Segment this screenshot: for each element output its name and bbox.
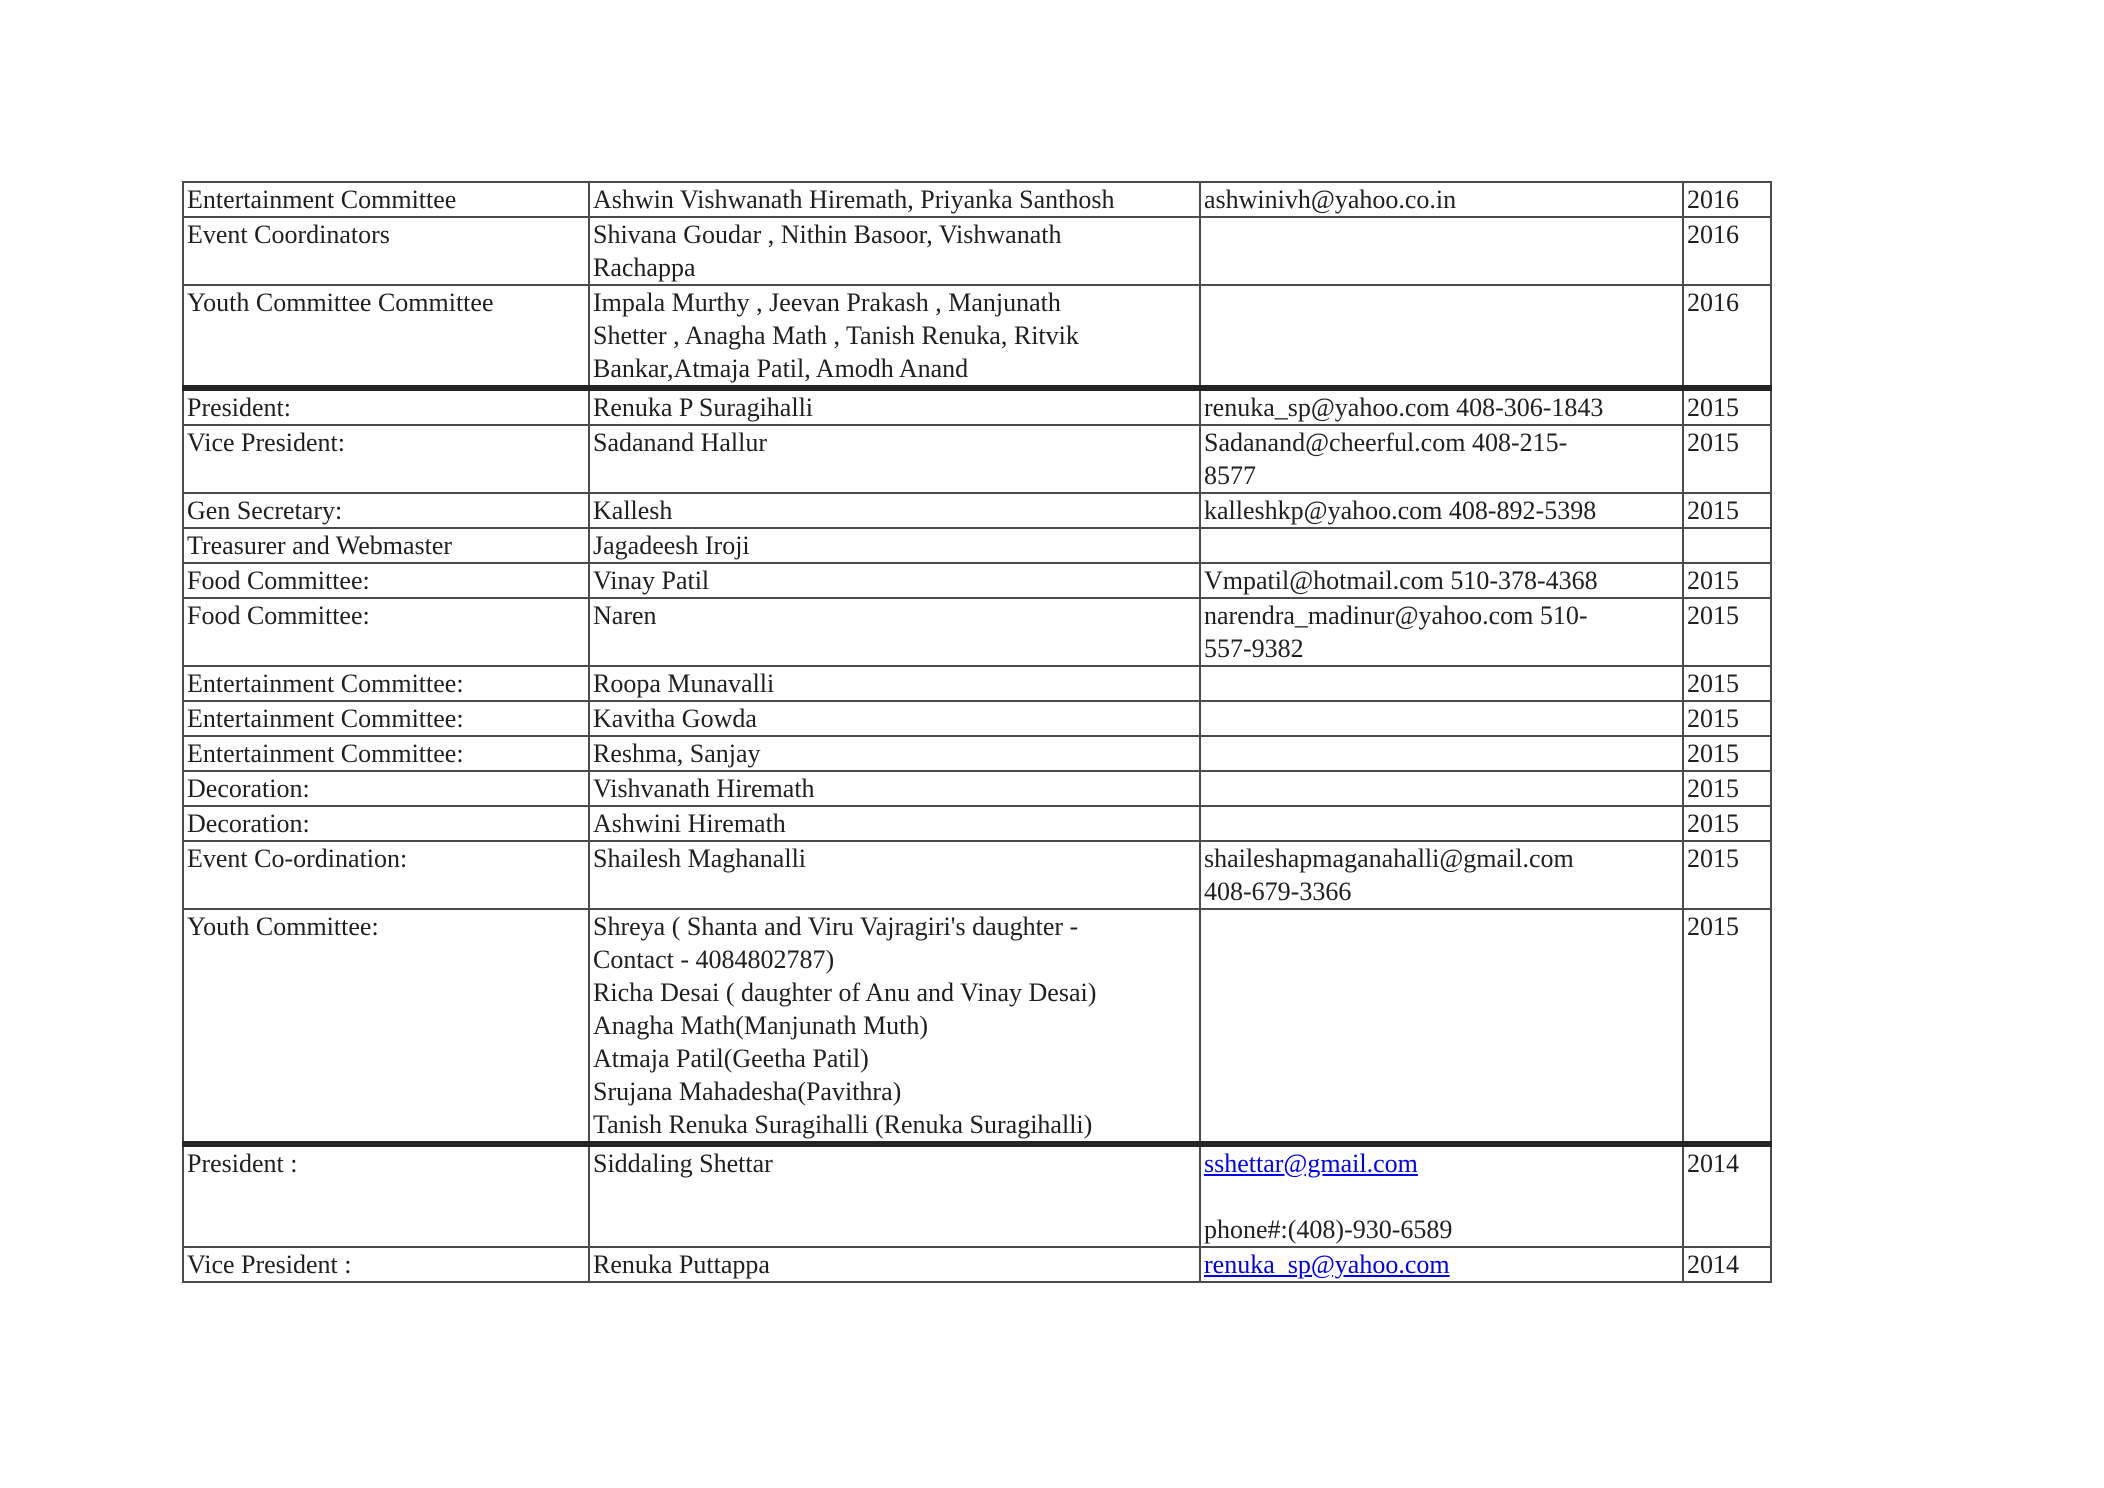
member-line: Vishvanath Hiremath xyxy=(593,774,815,803)
contact-cell xyxy=(1200,1144,1683,1247)
year-cell: 2015 xyxy=(1683,771,1771,806)
members-cell xyxy=(589,736,1200,771)
contact-cell xyxy=(1200,598,1683,666)
member-line: Kavitha Gowda xyxy=(593,704,757,733)
table-row xyxy=(183,909,1771,1144)
year-cell: 2016 xyxy=(1683,285,1771,388)
role-cell: Youth Committee Committee xyxy=(183,285,589,388)
role-cell: Treasurer and Webmaster xyxy=(183,528,589,563)
year-cell: 2015 xyxy=(1683,909,1771,1144)
members-cell xyxy=(589,1144,1200,1247)
table-row xyxy=(183,771,1771,806)
member-line: Kallesh xyxy=(593,496,673,525)
contact-cell xyxy=(1200,1247,1683,1282)
member-line: Rachappa xyxy=(593,253,696,282)
members-cell xyxy=(589,666,1200,701)
email-link[interactable]: renuka_sp@yahoo.com xyxy=(1204,1250,1450,1279)
members-cell xyxy=(589,388,1200,425)
contact-line: Vmpatil@hotmail.com 510-378-4368 xyxy=(1204,566,1598,595)
role-cell: Entertainment Committee: xyxy=(183,736,589,771)
member-line: Shailesh Maghanalli xyxy=(593,844,807,873)
roster-table xyxy=(182,181,1772,1283)
table-row xyxy=(183,1144,1771,1247)
contact-cell xyxy=(1200,701,1683,736)
table-row xyxy=(183,528,1771,563)
member-line: Anagha Math(Manjunath Muth) xyxy=(593,1011,929,1040)
role-cell: Food Committee: xyxy=(183,598,589,666)
contact-line: kalleshkp@yahoo.com 408-892-5398 xyxy=(1204,496,1597,525)
year-cell: 2016 xyxy=(1683,182,1771,217)
contact-cell xyxy=(1200,666,1683,701)
role-cell: Vice President: xyxy=(183,425,589,493)
member-line: Reshma, Sanjay xyxy=(593,739,761,768)
year-cell: 2015 xyxy=(1683,598,1771,666)
members-cell xyxy=(589,528,1200,563)
table-row xyxy=(183,598,1771,666)
table-row xyxy=(183,388,1771,425)
year-cell: 2015 xyxy=(1683,666,1771,701)
members-cell xyxy=(589,217,1200,285)
member-line: Impala Murthy , Jeevan Prakash , Manjunath xyxy=(593,288,1061,317)
member-line: Roopa Munavalli xyxy=(593,669,775,698)
contact-cell xyxy=(1200,736,1683,771)
contact-cell xyxy=(1200,493,1683,528)
table-row xyxy=(183,493,1771,528)
year-cell xyxy=(1683,528,1771,563)
year-cell: 2015 xyxy=(1683,563,1771,598)
role-cell: Event Coordinators xyxy=(183,217,589,285)
role-cell: Food Committee: xyxy=(183,563,589,598)
contact-cell xyxy=(1200,388,1683,425)
table-row xyxy=(183,736,1771,771)
members-cell xyxy=(589,425,1200,493)
contact-line xyxy=(1204,1180,1680,1213)
member-line: Naren xyxy=(593,601,657,630)
contact-line: phone#:(408)-930-6589 xyxy=(1204,1215,1453,1244)
contact-line: renuka_sp@yahoo.com 408-306-1843 xyxy=(1204,393,1604,422)
year-cell: 2015 xyxy=(1683,701,1771,736)
members-cell xyxy=(589,841,1200,909)
members-cell xyxy=(589,563,1200,598)
contact-cell xyxy=(1200,425,1683,493)
members-cell xyxy=(589,182,1200,217)
contact-cell xyxy=(1200,182,1683,217)
contact-line xyxy=(1204,1248,1680,1281)
role-cell: Youth Committee: xyxy=(183,909,589,1144)
contact-cell xyxy=(1200,528,1683,563)
table-row xyxy=(183,285,1771,388)
members-cell xyxy=(589,701,1200,736)
role-cell: Event Co-ordination: xyxy=(183,841,589,909)
contact-line: narendra_madinur@yahoo.com 510- xyxy=(1204,601,1588,630)
member-line: Bankar,Atmaja Patil, Amodh Anand xyxy=(593,354,969,383)
member-line: Tanish Renuka Suragihalli (Renuka Suragihalli) xyxy=(593,1110,1093,1139)
table-row xyxy=(183,701,1771,736)
table-row xyxy=(183,1247,1771,1282)
table-row xyxy=(183,563,1771,598)
table-row xyxy=(183,666,1771,701)
roster-table-body xyxy=(183,182,1771,1282)
member-line: Renuka Puttappa xyxy=(593,1250,770,1279)
contact-line: Sadanand@cheerful.com 408-215- xyxy=(1204,428,1568,457)
year-cell: 2015 xyxy=(1683,493,1771,528)
members-cell xyxy=(589,806,1200,841)
contact-line: 8577 xyxy=(1204,461,1256,490)
member-line: Shreya ( Shanta and Viru Vajragiri's daughter - xyxy=(593,912,1079,941)
role-cell: Decoration: xyxy=(183,771,589,806)
role-cell: President: xyxy=(183,388,589,425)
table-row xyxy=(183,217,1771,285)
members-cell xyxy=(589,1247,1200,1282)
role-cell: Entertainment Committee xyxy=(183,182,589,217)
contact-cell xyxy=(1200,285,1683,388)
members-cell xyxy=(589,909,1200,1144)
members-cell xyxy=(589,285,1200,388)
member-line: Jagadeesh Iroji xyxy=(593,531,750,560)
member-line: Ashwin Vishwanath Hiremath, Priyanka Santhosh xyxy=(593,185,1115,214)
contact-line: ashwinivh@yahoo.co.in xyxy=(1204,185,1457,214)
contact-line: shaileshapmaganahalli@gmail.com xyxy=(1204,844,1574,873)
year-cell: 2015 xyxy=(1683,388,1771,425)
contact-cell xyxy=(1200,563,1683,598)
table-row xyxy=(183,182,1771,217)
email-link[interactable]: sshettar@gmail.com xyxy=(1204,1149,1418,1178)
role-cell: President : xyxy=(183,1144,589,1247)
year-cell: 2014 xyxy=(1683,1247,1771,1282)
role-cell: Vice President : xyxy=(183,1247,589,1282)
members-cell xyxy=(589,771,1200,806)
member-line: Vinay Patil xyxy=(593,566,710,595)
table-row xyxy=(183,841,1771,909)
role-cell: Entertainment Committee: xyxy=(183,666,589,701)
member-line: Renuka P Suragihalli xyxy=(593,393,814,422)
contact-line: 557-9382 xyxy=(1204,634,1304,663)
member-line: Richa Desai ( daughter of Anu and Vinay Desai) xyxy=(593,978,1097,1007)
year-cell: 2016 xyxy=(1683,217,1771,285)
contact-line: 408-679-3366 xyxy=(1204,877,1352,906)
year-cell: 2015 xyxy=(1683,736,1771,771)
members-cell xyxy=(589,598,1200,666)
year-cell: 2015 xyxy=(1683,841,1771,909)
table-row xyxy=(183,806,1771,841)
member-line: Sadanand Hallur xyxy=(593,428,768,457)
contact-cell xyxy=(1200,771,1683,806)
member-line: Ashwini Hiremath xyxy=(593,809,786,838)
role-cell: Entertainment Committee: xyxy=(183,701,589,736)
table-row xyxy=(183,425,1771,493)
contact-cell xyxy=(1200,909,1683,1144)
contact-cell xyxy=(1200,806,1683,841)
contact-cell xyxy=(1200,841,1683,909)
member-line: Shetter , Anagha Math , Tanish Renuka, Ritvik xyxy=(593,321,1079,350)
member-line: Atmaja Patil(Geetha Patil) xyxy=(593,1044,869,1073)
year-cell: 2015 xyxy=(1683,806,1771,841)
member-line: Contact - 4084802787) xyxy=(593,945,835,974)
year-cell: 2014 xyxy=(1683,1144,1771,1247)
role-cell: Decoration: xyxy=(183,806,589,841)
role-cell: Gen Secretary: xyxy=(183,493,589,528)
members-cell xyxy=(589,493,1200,528)
member-line: Srujana Mahadesha(Pavithra) xyxy=(593,1077,902,1106)
year-cell: 2015 xyxy=(1683,425,1771,493)
member-line: Siddaling Shettar xyxy=(593,1149,773,1178)
member-line: Shivana Goudar , Nithin Basoor, Vishwanath xyxy=(593,220,1062,249)
contact-line xyxy=(1204,1147,1680,1180)
contact-cell xyxy=(1200,217,1683,285)
